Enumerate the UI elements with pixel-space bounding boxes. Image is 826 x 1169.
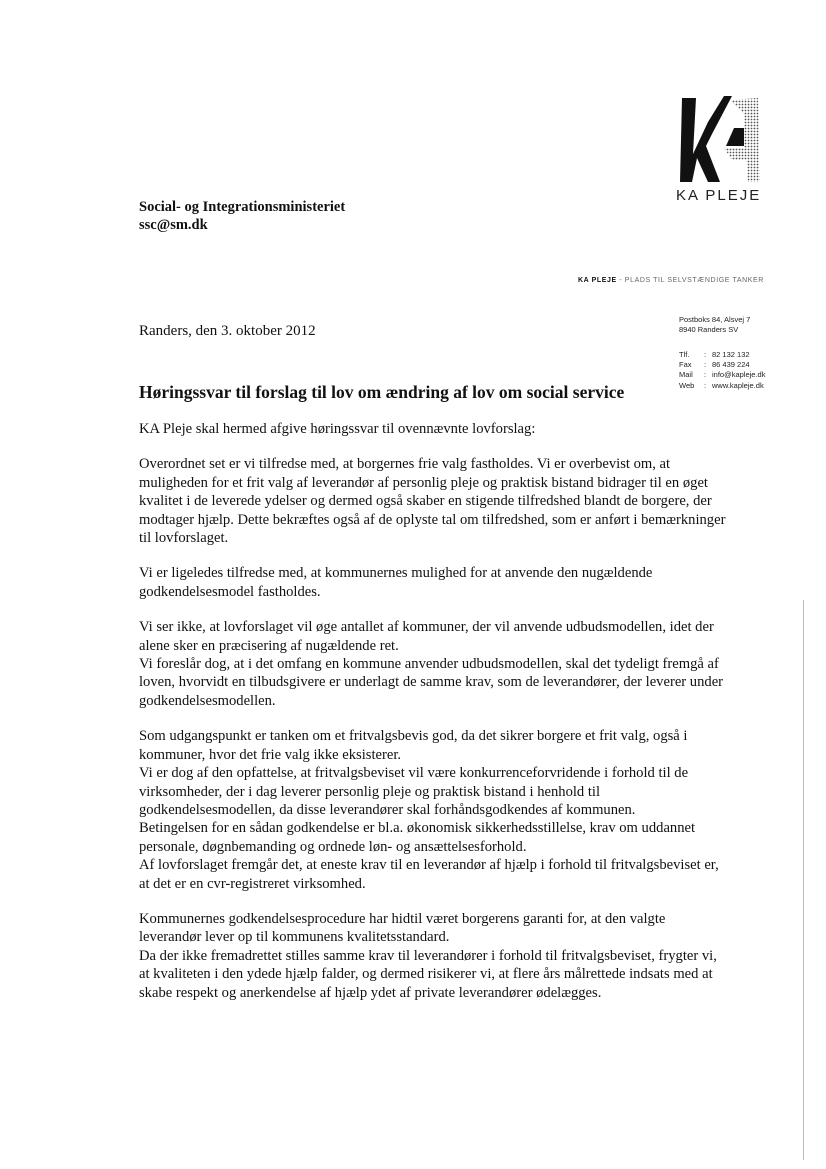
paragraph: Som udgangspunkt er tanken om et fritvalgsbevis god, da det sikrer borgere et frit valg, også i kommuner, hvor det frie valg ikke eksisterer. xyxy=(139,728,688,763)
recipient-block xyxy=(139,198,345,234)
contact-separator: : xyxy=(704,370,707,380)
paragraph: Vi ser ikke, at lovforslaget vil øge antallet af kommuner, der vil anvende udbudsmodellen, idet der alene sker en præcisering af nugældende ret. xyxy=(139,619,714,654)
contact-separator: : xyxy=(704,380,707,390)
paragraph: Vi er ligeledes tilfredse med, at kommunernes mulighed for at anvende den nugældende godkendelsesmodel fastholdes. xyxy=(139,565,653,600)
letter-body xyxy=(139,420,729,1019)
letter-date: Randers, den 3. oktober 2012 xyxy=(139,323,316,339)
contact-row xyxy=(679,360,765,370)
address-line-1: Postboks 84, Alsvej 7 xyxy=(679,315,751,324)
ka-logo-mark-icon xyxy=(672,94,772,184)
sender-address xyxy=(679,315,750,335)
paragraph: Vi foreslår dog, at i det omfang en kommune anvender udbudsmodellen, skal det tydeligt fremgå af loven, hvorvidt en tilbudsgivere er underlagt de samme krav, som de leverandører, der leverer under godkendelsesmodellen. xyxy=(139,656,724,709)
contact-separator: : xyxy=(704,350,707,359)
tagline-brand: KA PLEJE xyxy=(578,277,617,284)
letter-title: Høringssvar til forslag til lov om ændring af lov om social service xyxy=(139,382,625,402)
contact-value: 82 132 132 xyxy=(712,350,750,359)
logo-wordmark: KA PLEJE xyxy=(676,187,762,204)
contact-label: Web xyxy=(679,380,695,390)
company-tagline xyxy=(578,277,764,284)
paragraph: Betingelsen for en sådan godkendelse er bl.a. økonomisk sikkerhedsstillelse, krav om uddannet personale, døgnbemanding og ordnede løn- og ansættelsesforhold. xyxy=(139,820,696,855)
paragraph-intro: KA Pleje skal hermed afgive høringssvar til ovennævnte lovforslag: xyxy=(139,421,536,437)
sender-contact-table xyxy=(679,350,765,391)
contact-value: info@kapleje.dk xyxy=(712,370,766,380)
tagline-text: - PLADS TIL SELVSTÆNDIGE TANKER xyxy=(616,277,764,284)
contact-value: 86 439 224 xyxy=(712,360,750,370)
contact-label: Tlf. xyxy=(679,350,690,359)
contact-row xyxy=(679,381,765,391)
paragraph: Vi er dog af den opfattelse, at fritvalgsbeviset vil være konkurrenceforvridende i forhold til de virksomheder, der i dag leverer personlig pleje og praktisk bistand i henhold til godkendelsesmodellen, da disse leverandører skal forhåndsgodkendes af kommunen. xyxy=(139,765,689,818)
address-line-2: 8940 Randers SV xyxy=(679,325,739,334)
contact-value: www.kapleje.dk xyxy=(712,380,764,390)
contact-separator: : xyxy=(704,360,707,370)
contact-row xyxy=(679,350,765,360)
scan-edge-line xyxy=(803,600,804,1160)
paragraph: Da der ikke fremadrettet stilles samme krav til leverandører i forhold til fritvalgsbeviset, frygter vi, at kvaliteten i den ydede hjælp falder, og dermed risikerer vi, at flere års målrettede indsats med at skabe respekt og anerkendelse af hjælp ydet af private leverandører ødelægges. xyxy=(139,947,717,1001)
paragraph: Kommunernes godkendelsesprocedure har hidtil været borgerens garanti for, at den valgte leverandør lever op til kommunens kvalitetsstandard. xyxy=(139,910,666,946)
recipient-name: Social- og Integrationsministeriet xyxy=(139,199,346,215)
paragraph: Af lovforslaget fremgår det, at eneste krav til en leverandør af hjælp i forhold til fritvalgsbeviset er, at det er en cvr-registreret virksomhed. xyxy=(139,857,719,892)
paragraph: Overordnet set er vi tilfredse med, at borgernes frie valg fastholdes. Vi er overbevist om, at muligheden for et frit valg af leverandør af personlig pleje og praktisk bistand bidrager til en øget kvalitet i de leverede ydelser og dermed også skaber en stigende tilfredshed blandt de borgere, der modtager hjælp. Dette bekræftes også af de oplyste tal om tilfredshed, som er anført i bemærkninger til lovforslaget. xyxy=(139,456,726,547)
contact-label: Mail xyxy=(679,370,693,380)
recipient-email: ssc@sm.dk xyxy=(139,217,208,233)
contact-label: Fax xyxy=(679,360,692,370)
contact-row xyxy=(679,370,765,380)
